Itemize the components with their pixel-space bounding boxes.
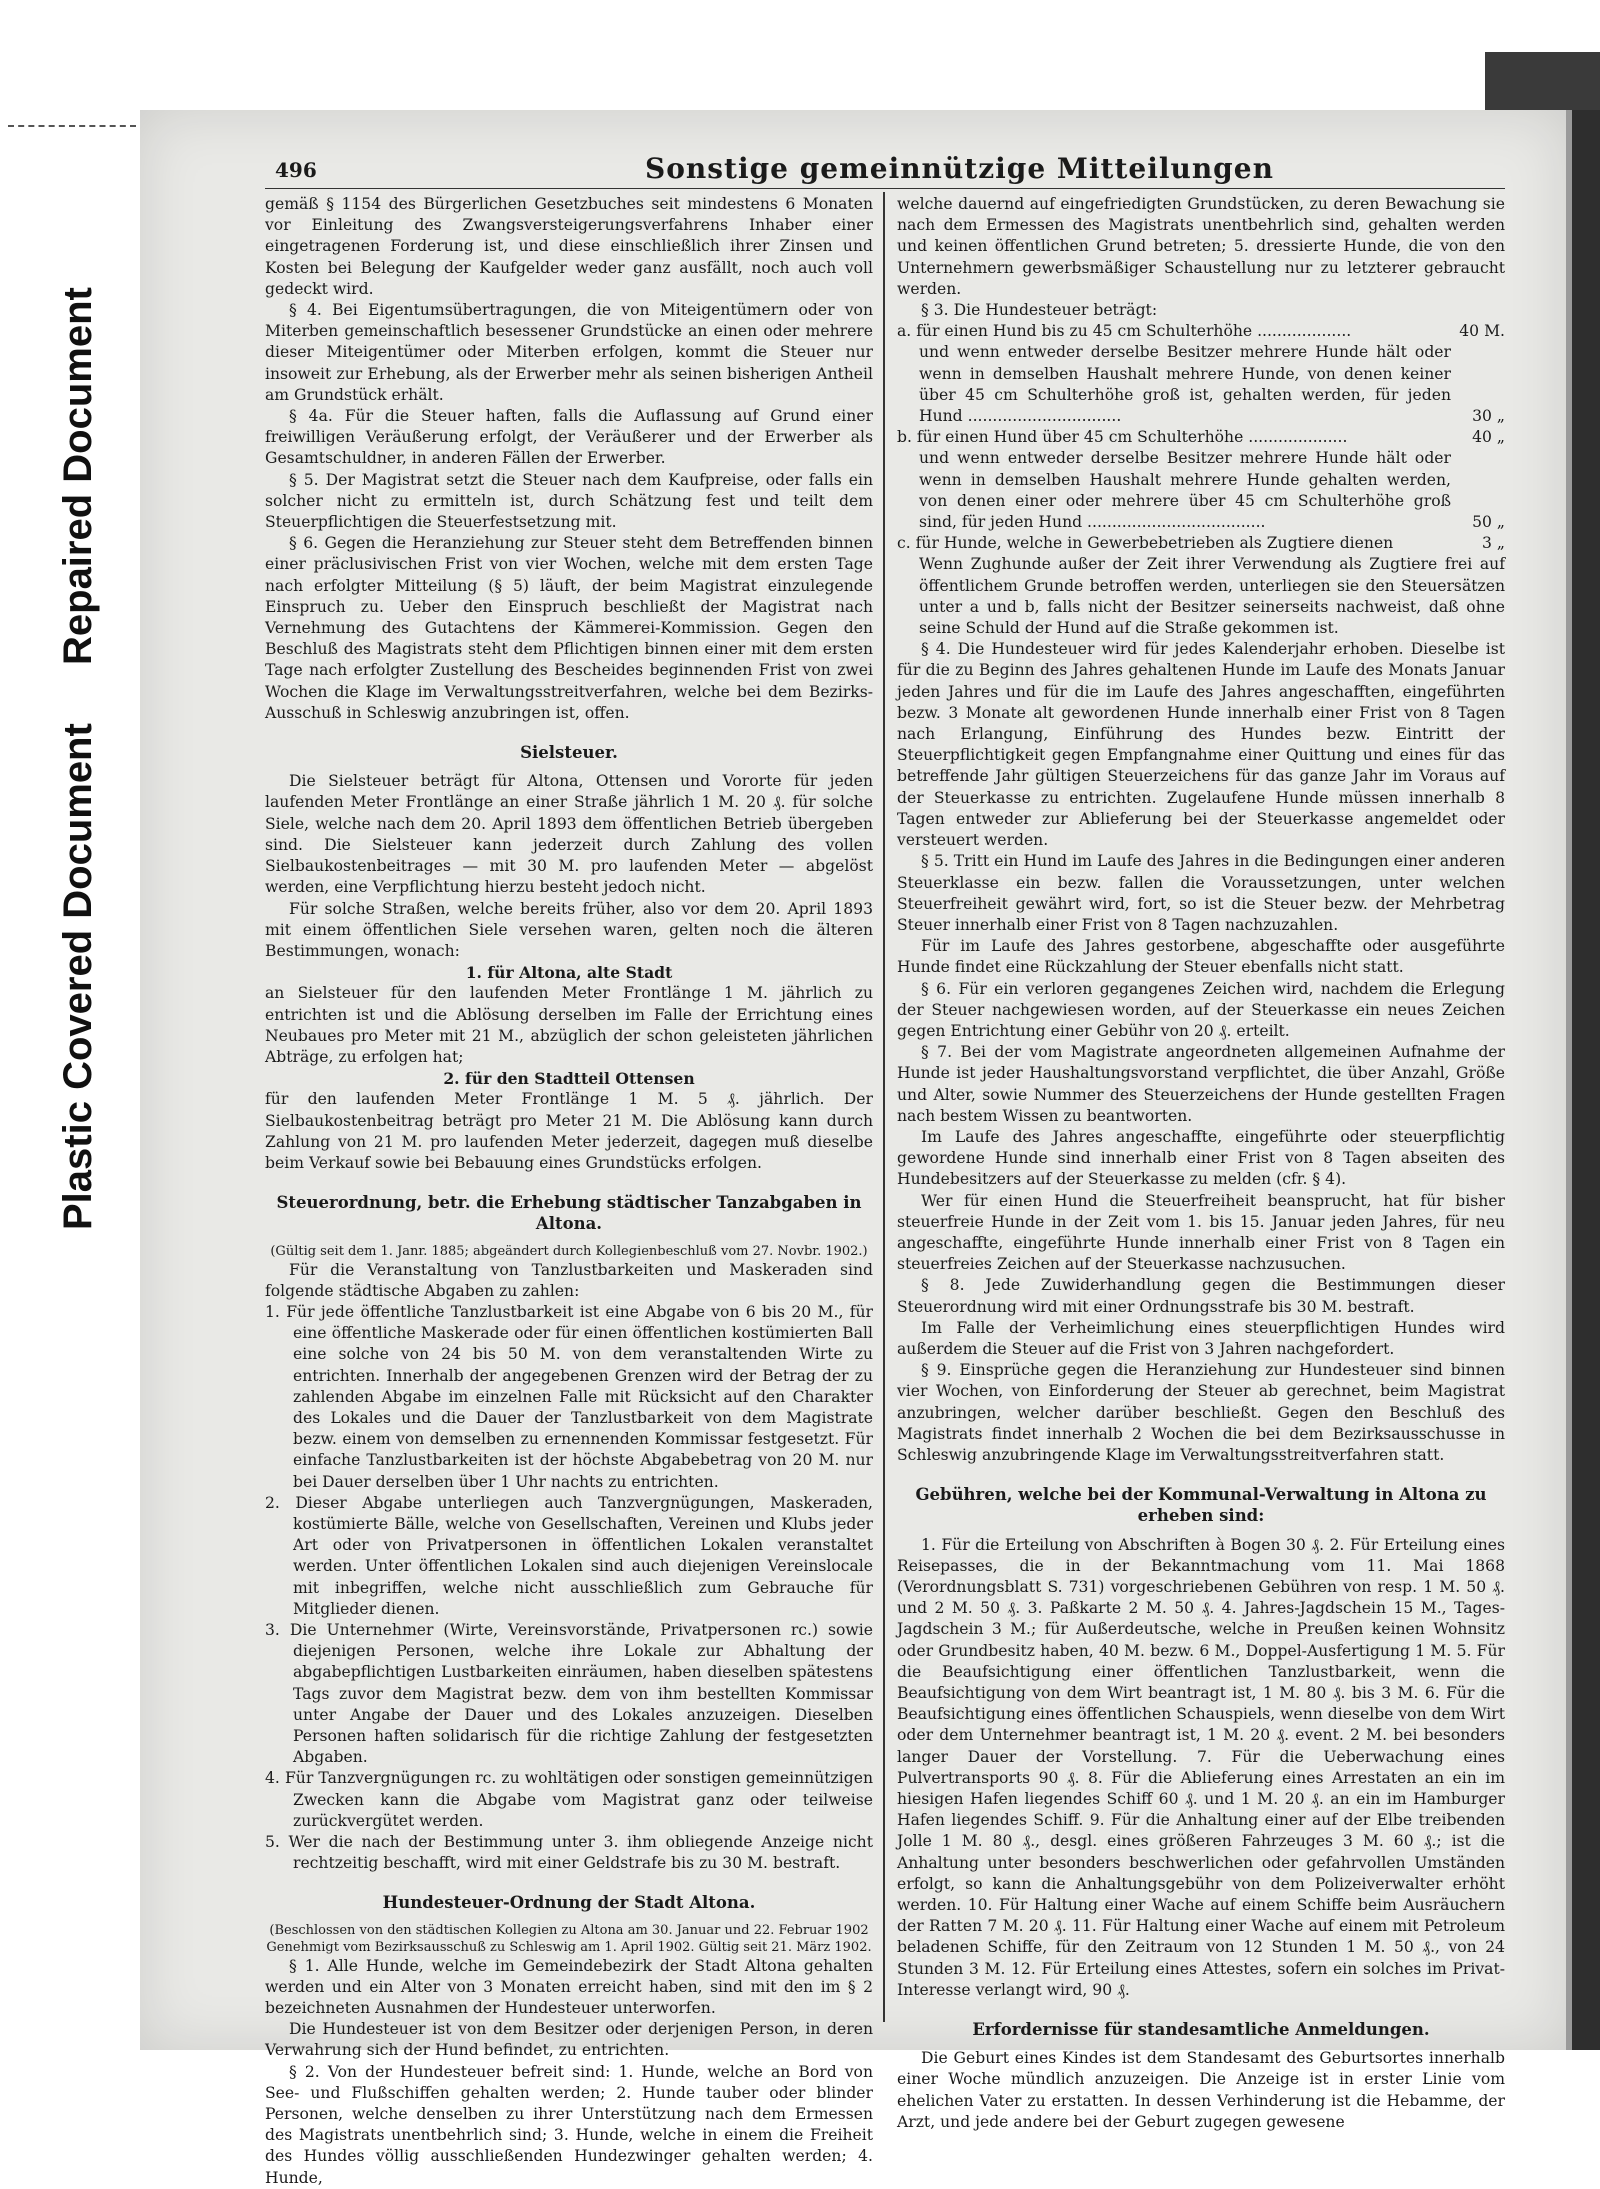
paragraph: an Sielsteuer für den laufenden Meter Frontlänge 1 M. jährlich zu entrichten ist und die Ablösung derselben im Falle der Errichtung eines Neubaues pro Meter mit 21 M., abzüglich der schon geleisteten jährlichen Abträge, zu erfolgen hat; [265,984,873,1066]
list-item: 5. Wer die nach der Bestimmung unter 3. ihm obliegende Anzeige nicht rechtzeitig beschafft, wird mit einer Geldstrafe bis zu 30 M. bestraft. [265,1833,873,1873]
paragraph: Im Falle der Verheimlichung eines steuerpflichtigen Hundes wird außerdem die Steuer auf die Frist von 3 Jahren nachgefordert. [897,1318,1505,1358]
rate-label: und wenn entweder derselbe Besitzer mehrere Hunde hält oder wenn in demselben Haushalt mehrere Hunde gehalten werden, von denen einer oder mehrere über 45 cm Schulterhöhe groß sind, für jeden Hund .................................... [919,449,1451,532]
section-heading: Erfordernisse für standesamtliche Anmeldungen. [972,2020,1430,2040]
paragraph: Für solche Straßen, welche bereits früher, also vor dem 20. April 1893 mit einem öffentlichen Siele versehen waren, gelten noch die älteren Bestimmungen, wonach: [265,899,873,960]
list-item: 3. Die Unternehmer (Wirte, Vereinsvorstände, Privatpersonen rc.) sowie diejenigen Personen, welche ihre Lokale zur Abhaltung der abgabepflichtigen Lustbarkeiten einräumen, haben dieselben spätestens Tags zuvor dem Magistrat bezw. dem von ihm bestellten Kommissar unter Angabe der Dauer und des Lokales anzuzeigen. Dieselben Personen haften solidarisch für die richtige Zahlung der festgesetzten Abgaben. [265,1621,873,1767]
rate-value: 40 M. [1459,322,1505,341]
rate-label: c. für Hunde, welche in Gewerbebetrieben als Zugtiere dienen [897,534,1394,553]
section-note: (Gültig seit dem 1. Janr. 1885; abgeändert durch Kollegienbeschluß vom 27. Novbr. 1902.) [270,1243,868,1259]
rate-value: 40 „ [1472,428,1505,447]
paragraph: Die Geburt eines Kindes ist dem Standesamt des Geburtsortes innerhalb einer Woche mündlich anzuzeigen. Die Anzeige ist in erster Linie vom ehelichen Vater zu erstatten. In dessen Verhinderung ist die Hebamme, der Arzt, und jede andere bei der Geburt zugegen gewesene [897,2049,1505,2131]
paragraph: § 9. Einsprüche gegen die Heranziehung zur Hundesteuer sind binnen vier Wochen, von Einforderung der Steuer ab gerechnet, beim Magistrat anzubringen, welcher darüber beschließt. Gegen den Beschluß des Magistrats findet innerhalb 2 Wochen die bei dem Bezirksausschusse in Schleswig anzubringende Klage im Verwaltungsstreitverfahren statt. [897,1361,1505,1464]
rate-value: 50 „ [1472,513,1505,532]
paragraph: welche dauernd auf eingefriedigten Grundstücken, zu deren Bewachung sie nach dem Ermessen des Magistrats unentbehrlich sind, gehalten werden und keinen öffentlichen Grund betreten; 5. dressierte Hunde, die von den Unternehmern gewerbsmäßiger Schaustellung nur zu letzterer gebraucht werden. [897,195,1505,298]
rate-value: 3 „ [1482,534,1505,553]
page-header [265,148,1505,189]
section-note: (Beschlossen von den städtischen Kollegien zu Altona am 30. Januar und 22. Februar 1902 [269,1922,869,1938]
paragraph: Die Sielsteuer beträgt für Altona, Ottensen und Vororte für jeden laufenden Meter Frontlänge an einer Straße jährlich 1 M. 20 ₰. für solche Siele, welche nach dem 20. April 1893 dem öffentlichen Betrieb übergeben sind. Die Sielsteuer kann jederzeit durch Zahlung des vollen Sielbaukostenbeitrages — mit 30 M. pro laufenden Meter — abgelöst werden, eine Verpflichtung hierzu besteht jedoch nicht. [265,772,873,897]
list-item: 1. Für jede öffentliche Tanzlustbarkeit ist eine Abgabe von 6 bis 20 M., für eine öffentliche Maskerade oder für einen öffentlichen kostümierten Ball eine solche von 24 bis 50 M. von dem veranstaltenden Wirte zu entrichten. Innerhalb der angegebenen Grenzen wird der Betrag der zu zahlenden Abgabe im einzelnen Falle mit Rücksicht auf den Charakter des Lokales und die Dauer der Tanzlustbarkeit von dem Magistrate bezw. einem von demselben zu ernennenden Kommissar festgesetzt. Für einfache Tanzlustbarkeiten ist der höchste Abgabebetrag von 20 M. nur bei Dauer derselben über 1 Uhr nachts zu entrichten. [265,1302,873,1491]
paragraph: Im Laufe des Jahres angeschaffte, eingeführte oder steuerpflichtig gewordene Hunde sind innerhalb einer Frist von 8 Tagen abseiten des Hundebesitzers auf der Steuerkasse zu melden (cfr. § 4). [897,1127,1505,1189]
scan-background [0,0,1600,52]
section-heading: Sielsteuer. [520,743,618,763]
paragraph: für den laufenden Meter Frontlänge 1 M. 5 ₰. jährlich. Der Sielbaukostenbeitrag beträgt pro Meter 21 M. Die Ablösung kann durch Zahlung von 21 M. pro laufenden Meter jederzeit, dagegen muß dieselbe beim Verkauf sowie bei Bebauung eines Grundstücks erfolgen. [265,1090,873,1172]
paragraph: § 5. Tritt ein Hund im Laufe des Jahres in die Bedingungen einer anderen Steuerklasse ein bezw. fallen die Voraussetzungen, unter welchen Steuerfreiheit gewährt wird, fort, so ist die Steuer bezw. der Mehrbetrag Steuer innerhalb einer Frist von 8 Tagen nachzuzahlen. [897,852,1505,934]
left-column [265,194,873,2189]
paragraph: Wer für einen Hund die Steuerfreiheit beansprucht, hat für bisher steuerfreie Hunde in der Zeit vom 1. bis 15. Januar jeden Jahres, für neu angeschaffte, eingeführte Hunde innerhalb einer Frist von 8 Tagen ein steuerfreies Zeichen auf der Steuerkasse nachzusuchen. [897,1191,1505,1274]
column-divider [883,192,885,2022]
paragraph: § 6. Gegen die Heranziehung zur Steuer steht dem Betreffenden binnen einer präclusivischen Frist von vier Wochen, welche mit dem ersten Tage nach erfolgter Mitteilung (§ 5) läuft, der beim Magistrat einzulegende Einspruch zu. Ueber den Einspruch beschließt der Magistrat nach Vernehmung des Gutachtens der Kämmerei-Kommission. Gegen den Beschluß des Magistrats steht dem Pflichtigen binnen einer mit dem ersten Tage nach erfolgter Zustellung des Bescheides beginnenden Frist von zwei Wochen die Klage im Verwaltungsstreitverfahren, welche bei dem Bezirks-Ausschuß in Schleswig anzubringen ist, offen. [265,534,873,722]
plastic-covered-label: Plastic Covered Document [56,723,100,1230]
right-column [897,194,1505,2133]
rate-row [897,448,1505,533]
paragraph: 1. Für die Erteilung von Abschriften à Bogen 30 ₰. 2. Für Erteilung eines Reisepasses, die in der Bekanntmachung vom 11. Mai 1868 (Verordnungsblatt S. 731) vorgeschriebenen Gebühren von resp. 1 M. 50 ₰. und 2 M. 50 ₰. 3. Paßkarte 2 M. 50 ₰. 4. Jahres-Jagdschein 15 M., Tages-Jagdschein 3 M.; für Außerdeutsche, welche in Preußen keinen Wohnsitz oder Grundbesitz haben, 40 M. bezw. 6 M., Doppel-Ausfertigung 1 M. 5. Für die Beaufsichtigung einer öffentlichen Tanzlustbarkeit, wenn die Beaufsichtigung von dem Wirt beantragt ist, 1 M. 80 ₰. bis 3 M. 6. Für die Beaufsichtigung eines öffentlichen Schauspiels, wenn dieselbe von dem Wirt oder dem Unternehmer beantragt ist, 1 M. 20 ₰. event. 2 M. bei besonders langer Dauer der Vorstellung. 7. Für die Ueberwachung eines Pulvertransports 90 ₰. 8. Für die Ablieferung eines Arrestaten an ein im hiesigen Hafen liegendes Schiff 60 ₰. und 1 M. 20 ₰. an ein im Hamburger Hafen liegendes Schiff. 9. Für die Anhaltung einer auf der Elbe treibenden Jolle 1 M. 80 ₰., desgl. eines größeren Fahrzeuges 3 M. 60 ₰.; ist die Anhaltung unter besonders beschwerlichen oder gefahrvollen Umständen erfolgt, so kann die Anhaltungsgebühr von dem Polizeiverwalter erhöht werden. 10. Für Haltung einer Wache auf einem Schiffe beim Ausräuchern der Ratten 7 M. 20 ₰. 11. Für Haltung einer Wache auf einem mit Petroleum beladenen Schiffe, für den Zeitraum von 12 Stunden 1 M. 50 ₰., von 24 Stunden 3 M. 12. Für Erteilung eines Attestes, sofern ein solches im Privat-Interesse verlangt wird, 90 ₰. [897,1535,1505,1999]
scan-shadow [1485,52,1600,110]
subsection-heading: 1. für Altona, alte Stadt [465,963,673,983]
rate-label: b. für einen Hund über 45 cm Schulterhöhe .................... [897,428,1348,447]
paragraph: § 4. Die Hundesteuer wird für jedes Kalenderjahr erhoben. Dieselbe ist für die zu Beginn des Jahres gehaltenen Hunde im Laufe des Monats Januar jeden Jahres und für die im Laufe des Jahres angeschafften, eingeführten bezw. 3 Monate alt gewordenen Hunde innerhalb einer Frist von 8 Tagen nach Erlangung, Einführung des Hundes bezw. Eintritt der Steuerpflichtigkeit gegen Empfangnahme einer Quittung und eines für das betreffende Jahr gültigen Steuerzeichens für das ganze Jahr im Voraus auf der Steuerkasse zu entrichten. Zugelaufene Hunde müssen innerhalb 8 Tagen entweder zur Ablieferung bei der Steuerkasse angemeldet oder versteuert werden. [897,640,1505,850]
paragraph: § 4a. Für die Steuer haften, falls die Auflassung auf Grund einer freiwilligen Veräußerung erfolgt, der Veräußerer und der Erwerber als Gesamtschuldner, in anderen Fällen der Erwerber. [265,407,873,468]
paragraph: § 3. Die Hundesteuer beträgt: [921,301,1158,320]
rate-row [897,533,1505,554]
subsection-heading: 2. für den Stadtteil Ottensen [443,1069,695,1089]
paragraph: Für im Laufe des Jahres gestorbene, abgeschaffte oder ausgeführte Hunde findet eine Rückzahlung der Steuer ebenfalls nicht statt. [897,937,1505,977]
paragraph: § 6. Für ein verloren gegangenes Zeichen wird, nachdem die Erlegung der Steuer nachgewiesen worden, auf der Steuerkasse ein neues Zeichen gegen Entrichtung einer Gebühr von 20 ₰. erteilt. [897,979,1505,1040]
paragraph: § 2. Von der Hundesteuer befreit sind: 1. Hunde, welche an Bord von See- und Flußschiffen gehalten werden; 2. Hunde tauber oder blinder Personen, welche denselben zu ihrer Unterstützung nach dem Ermessen des Magistrats unentbehrlich sind; 3. Hunde, welche in einem die Freiheit des Hundes völlig ausschließenden Hundezwinger gehalten werden; 4. Hunde, [265,2062,873,2187]
section-heading: Steuerordnung, betr. die Erhebung städtischer Tanzabgaben in Altona. [276,1193,862,1234]
list-item: 2. Dieser Abgabe unterliegen auch Tanzvergnügungen, Maskeraden, kostümierte Bälle, welche von Gesellschaften, Vereinen und Klubs jeder Art oder von Privatpersonen in öffentlichen Lokalen veranstaltet werden. Unter öffentlichen Lokalen sind auch diejenigen Vereinslocale mit inbegriffen, welche nicht ausschließlich zum Gebrauche für Mitglieder dienen. [265,1493,873,1618]
paragraph: § 1. Alle Hunde, welche im Gemeindebezirk der Stadt Altona gehalten werden und ein Alter von 3 Monaten erreicht haben, sind mit den im § 2 bezeichneten Ausnahmen der Hundesteuer unterworfen. [265,1956,873,2018]
paragraph: gemäß § 1154 des Bürgerlichen Gesetzbuches seit mindestens 6 Monaten vor Einleitung des Zwangsversteigerungsverfahrens Inhaber einer eingetragenen Forderung ist, und diese einschließlich ihrer Zinsen und Kosten bei Belegung der Kaufgelder weder ganz ausfällt, noch auch voll gedeckt wird. [265,195,873,298]
running-title: Sonstige gemeinnützige Mitteilungen [645,152,1274,185]
repaired-document-label: Repaired Document [56,287,100,665]
page-edge-marker [8,125,136,129]
rate-value: 30 „ [1472,407,1505,426]
rate-row [897,321,1505,342]
section-note: Genehmigt vom Bezirksausschuß zu Schleswig am 1. April 1902. Gültig seit 21. März 1902. [266,1939,872,1955]
document-page [140,110,1566,2187]
paragraph: Wenn Zughunde außer der Zeit ihrer Verwendung als Zugtiere frei auf öffentlichem Grunde betroffen werden, unterliegen sie den Steuersätzen unter a und b, falls nicht der Besitzer seinerseits nachweist, daß ohne seine Schuld der Hund auf die Straße gekommen ist. [919,555,1505,638]
scan-edge [1572,110,1600,2050]
paragraph: § 7. Bei der vom Magistrate angeordneten allgemeinen Aufnahme der Hunde ist jeder Haushaltungsvorstand verpflichtet, die über Anzahl, Größe und Alter, sowie Nummer des Steuerzeichens der Hunde gestellten Fragen nach bestem Wissen zu beantworten. [897,1043,1505,1125]
rate-label: a. für einen Hund bis zu 45 cm Schulterhöhe ................... [897,322,1352,341]
paragraph: § 5. Der Magistrat setzt die Steuer nach dem Kaufpreise, oder falls ein solcher nicht zu ermitteln ist, durch Schätzung fest und teilt dem Steuerpflichtigen die Steuerfestsetzung mit. [265,470,873,532]
paragraph: § 4. Bei Eigentumsübertragungen, die von Miteigentümern oder von Miterben gemeinschaftlich besessener Grundstücke an einen oder mehrere dieser Miteigentümer oder Miterben erfolgen, kommt die Steuer nur insoweit zur Erhebung, als der Erwerber mehr als seinen bisherigen Antheil am Grundstück erhält. [265,301,873,404]
rate-row [897,342,1505,427]
paragraph: § 8. Jede Zuwiderhandlung gegen die Bestimmungen dieser Steuerordnung wird mit einer Ordnungsstrafe bis 30 M. bestraft. [897,1276,1505,1316]
rate-row [897,427,1505,448]
page-number: 496 [275,158,317,182]
section-heading: Gebühren, welche bei der Kommunal-Verwaltung in Altona zu erheben sind: [915,1485,1487,1526]
section-heading: Hundesteuer-Ordnung der Stadt Altona. [382,1893,756,1913]
paragraph: Für die Veranstaltung von Tanzlustbarkeiten und Maskeraden sind folgende städtische Abgaben zu zahlen: [265,1260,873,1300]
list-item: 4. Für Tanzvergnügungen rc. zu wohltätigen oder sonstigen gemeinnützigen Zwecken kann die Abgabe vom Magistrat ganz oder teilweise zurückvergütet werden. [265,1769,873,1830]
paragraph: Die Hundesteuer ist von dem Besitzer oder derjenigen Person, in deren Verwahrung sich der Hund befindet, zu entrichten. [265,2020,873,2060]
rate-label: und wenn entweder derselbe Besitzer mehrere Hunde hält oder wenn in demselben Haushalt mehrere Hunde, von denen keiner über 45 cm Schulterhöhe groß ist, gehalten werden, für jeden Hund ............................... [919,343,1451,426]
